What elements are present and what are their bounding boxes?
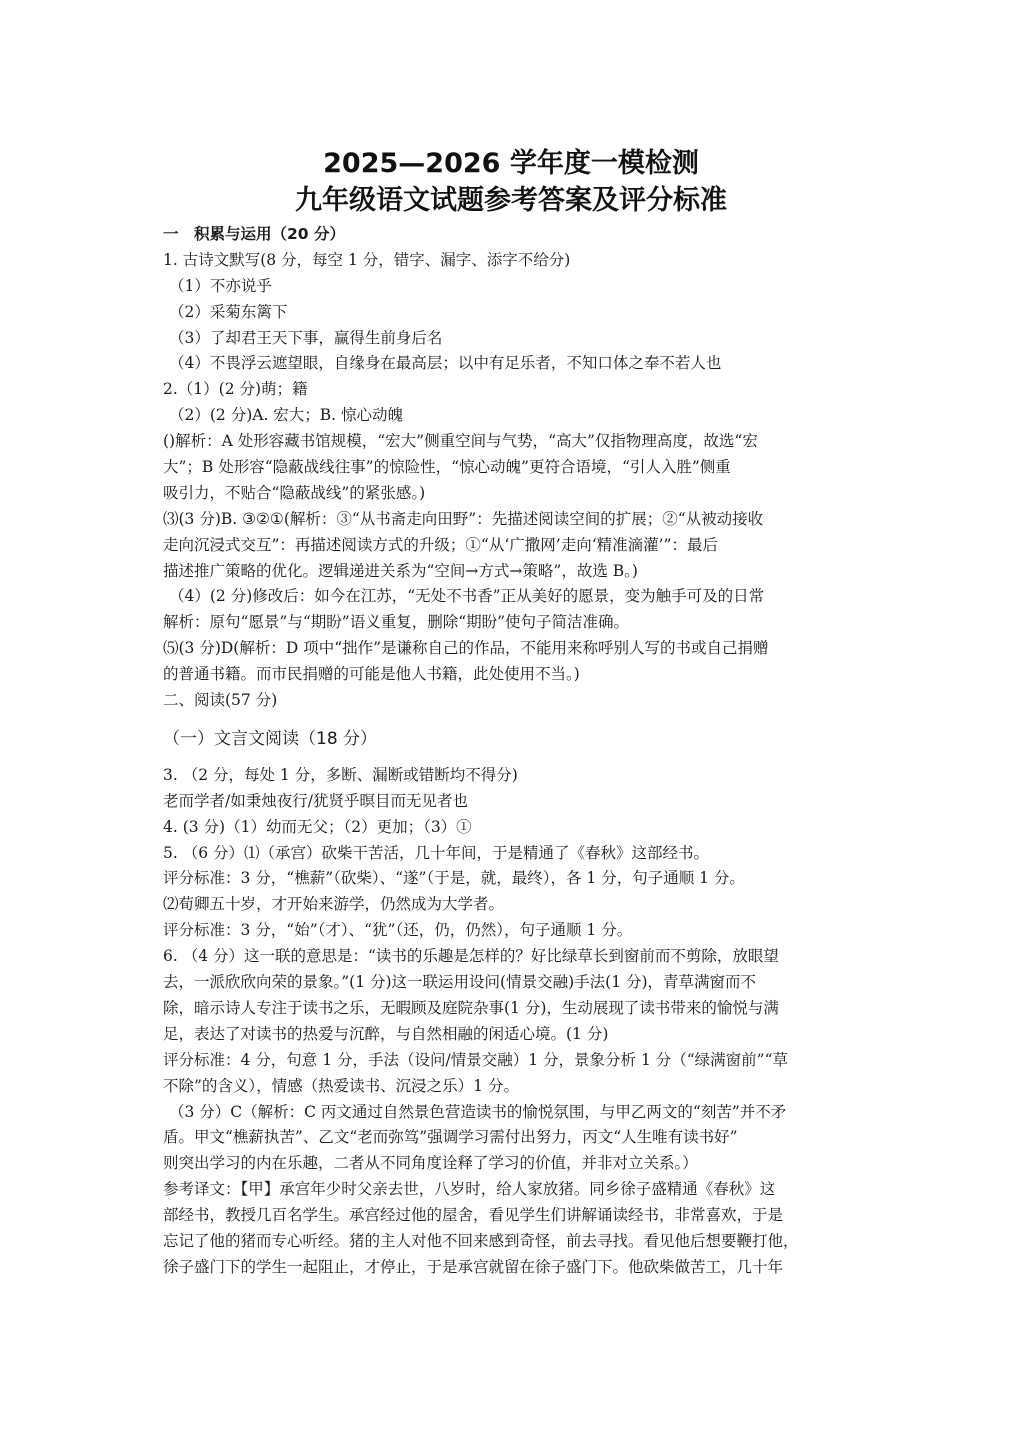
section-heading-accumulation: 一 积累与运用（20 分） [163, 225, 345, 243]
section-heading-reading: 二、阅读(57 分) [163, 691, 278, 710]
answer-line: （2）(2 分)A. 宏大；B. 惊心动魄 [169, 406, 404, 425]
subsection-heading-classical-chinese: （一）文言文阅读（18 分） [163, 728, 378, 749]
answer-line: 则突出学习的内在乐趣，二者从不同角度诠释了学习的价值，并非对立关系。） [163, 1154, 698, 1173]
translation-line: 部经书，教授几百名学生。承宫经过他的屋舍，看见学生们讲解诵读经书，非常喜欢，于是 [163, 1206, 784, 1225]
answer-line: 盾。甲文“樵薪执苦”、乙文“老而弥笃”强调学习需付出努力，丙文“人生唯有读书好” [163, 1128, 738, 1147]
answer-line: （4）不畏浮云遮望眼，自缘身在最高层；以中有足乐者，不知口体之奉不若人也 [169, 354, 722, 373]
analysis-line: 解析：原句“愿景”与“期盼”语义重复，删除“期盼”使句子简洁准确。 [163, 613, 630, 632]
document-title-line-1: 2025—2026 学年度一模检测 [323, 148, 699, 179]
answer-line: （1）不亦说乎 [169, 276, 272, 295]
analysis-line: 吸引力，不贴合“隐蔽战线”的紧张感。) [163, 483, 426, 502]
answer-line: （3）了却君王天下事，赢得生前身后名 [169, 328, 443, 347]
answer-content [163, 222, 863, 1281]
question-5-answer: 5. （6 分）⑴（承宫）砍柴干苦活，几十年间，于是精通了《春秋》这部经书。 [163, 843, 710, 862]
answer-line: （3 分）C（解析：C 丙文通过自然景色营造读书的愉悦氛围，与甲乙两文的“刻苦”并不矛 [169, 1102, 787, 1121]
answer-line: 去，一派欣欣向荣的景象。”(1 分)这一联运用设问(情景交融)手法(1 分)，青草满窗而不 [163, 973, 757, 992]
document-title-line-2: 九年级语文试题参考答案及评分标准 [295, 185, 727, 216]
scoring-standard-line: 评分标准：3 分，“始”（才）、“犹”（还，仍，仍然），句子通顺 1 分。 [163, 921, 633, 940]
answer-line: （2）采菊东篱下 [169, 302, 288, 321]
scoring-standard-line: 评分标准：4 分，句意 1 分，手法（设问/情景交融）1 分，景象分析 1 分（“绿满窗前”“草 [163, 1050, 789, 1069]
answer-line: ⑶(3 分)B. ③②①(解析：③“从书斋走向田野”：先描述阅读空间的扩展；②“从被动接收 [163, 509, 764, 528]
answer-line: 除，暗示诗人专注于读书之乐，无暇顾及庭院杂事(1 分)，生动展现了读书带来的愉悦与满 [163, 998, 779, 1017]
question-2-heading: 2.（1）(2 分)萌；籍 [163, 380, 308, 399]
translation-line: 忘记了他的猪而专心听经。猪的主人对他不回来感到奇怪，前去寻找。看见他后想要鞭打他， [163, 1231, 799, 1250]
question-1-heading: 1. 古诗文默写(8 分，每空 1 分，错字、漏字、添字不给分) [163, 250, 571, 269]
question-3-heading: 3. （2 分，每处 1 分，多断、漏断或错断均不得分) [163, 765, 518, 784]
translation-line: 参考译文：【甲】承宫年少时父亲去世，八岁时，给人家放猪。同乡徐子盛精通《春秋》这 [163, 1180, 776, 1199]
answer-line: 走向沉浸式交互”：再描述阅读方式的升级；①“从‘广撒网’走向‘精准滴灌’”：最后 [163, 535, 718, 554]
analysis-line: ()解析：A 处形容藏书馆规模，“宏大”侧重空间与气势，“高大”仅指物理高度，故选“宏 [163, 432, 758, 451]
analysis-line: 大”；B 处形容“隐蔽战线往事”的惊险性，“惊心动魄”更符合语境，“引人入胜”侧重 [163, 458, 731, 477]
answer-line: （4）(2 分)修改后：如今在江苏，“无处不书香”正从美好的愿景，变为触手可及的日常 [169, 587, 765, 606]
answer-line: 老而学者/如秉烛夜行/犹贤乎暝目而无见者也 [163, 791, 468, 810]
answer-line: ⑸(3 分)D(解析：D 项中“拙作”是谦称自己的作品，不能用来称呼别人写的书或自己捐赠 [163, 639, 769, 658]
answer-line: 描述推广策略的优化。逻辑递进关系为“空间→方式→策略”，故选 B。) [163, 561, 638, 580]
question-6-answer: 6. （4 分）这一联的意思是：“读书的乐趣是怎样的？好比绿草长到窗前而不剪除，放眼望 [163, 947, 779, 966]
question-4-answer: 4. (3 分)（1）幼而无父；（2）更加；（3）① [163, 817, 472, 836]
answer-line: ⑵荀卿五十岁，才开始来游学，仍然成为大学者。 [163, 895, 505, 914]
answer-line: 足，表达了对读书的热爱与沉醉，与自然相融的闲适心境。(1 分) [163, 1024, 609, 1043]
scoring-standard-line: 评分标准：3 分，“樵薪”（砍柴）、“遂”（于是，就，最终），各 1 分，句子通顺 1 分。 [163, 869, 745, 888]
translation-line: 徐子盛门下的学生一起阻止，才停止，于是承宫就留在徐子盛门下。他砍柴做苦工，几十年 [163, 1257, 784, 1276]
answer-line: 的普通书籍。而市民捐赠的可能是他人书籍，此处使用不当。) [163, 665, 580, 684]
scoring-standard-line: 不除”的含义），情感（热爱读书、沉浸之乐）1 分。 [163, 1076, 519, 1095]
